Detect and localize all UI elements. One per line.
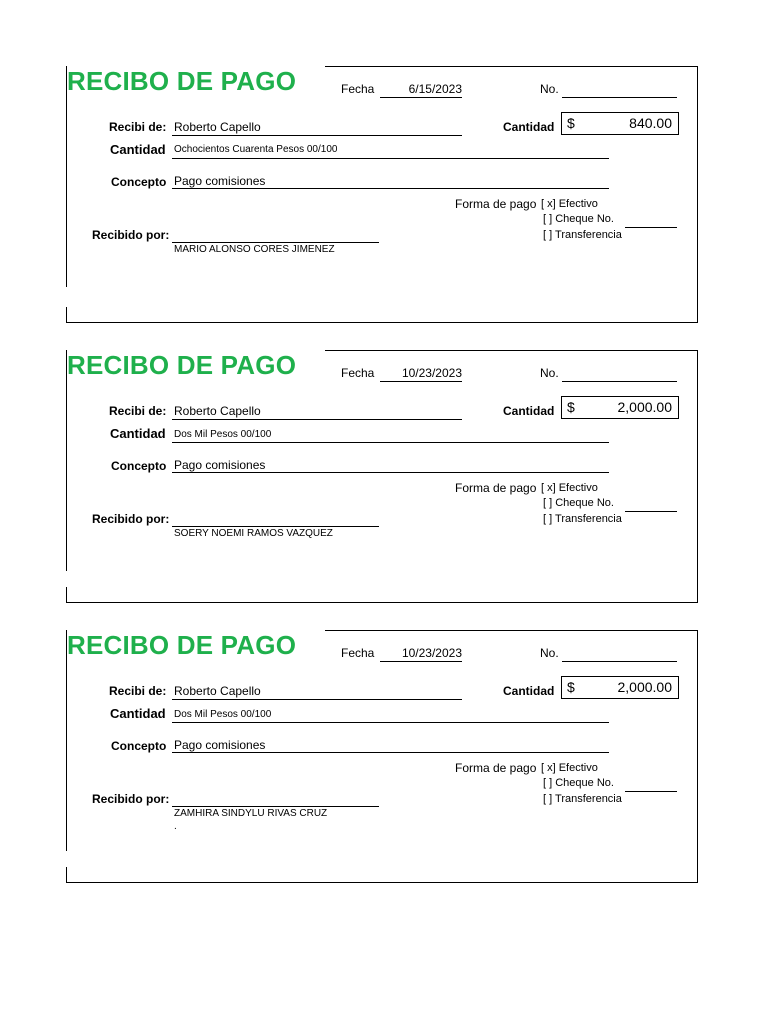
no-label: No. <box>540 366 559 380</box>
transferencia-option: [ ] Transferencia <box>543 229 622 241</box>
no-underline <box>562 97 677 98</box>
recibi-de-underline <box>172 419 462 420</box>
currency-symbol: $ <box>567 679 575 695</box>
border-left-stub <box>66 587 67 603</box>
amount-value: 840.00 <box>629 115 672 131</box>
cantidad-amount-label: Cantidad <box>503 684 555 698</box>
efectivo-option: [ x] Efectivo <box>541 482 598 494</box>
no-underline <box>562 381 677 382</box>
fecha-label: Fecha <box>341 646 375 660</box>
amount-box <box>561 676 679 699</box>
border-bottom <box>66 602 698 603</box>
amount-value: 2,000.00 <box>617 679 672 695</box>
transferencia-option: [ ] Transferencia <box>543 793 622 805</box>
cantidad-text-value: Dos Mil Pesos 00/100 <box>174 429 272 440</box>
currency-symbol: $ <box>567 115 575 131</box>
fecha-underline <box>380 97 462 98</box>
recibi-de-underline <box>172 135 462 136</box>
cantidad-label: Cantidad <box>110 426 166 441</box>
page-title: RECIBO DE PAGO <box>67 66 297 96</box>
cantidad-label: Cantidad <box>110 706 166 721</box>
border-top <box>325 66 698 67</box>
border-right <box>697 630 698 883</box>
recibido-por-value: MARIO ALONSO CORES JIMENEZ <box>174 244 335 255</box>
recibi-de-label: Recibi de: <box>109 120 167 134</box>
forma-de-pago-label: Forma de pago <box>455 481 537 495</box>
border-bottom <box>66 882 698 883</box>
recibi-de-label: Recibi de: <box>109 684 167 698</box>
fecha-value: 10/23/2023 <box>401 646 462 660</box>
page-title: RECIBO DE PAGO <box>67 630 297 660</box>
cantidad-text-value: Ochocientos Cuarenta Pesos 00/100 <box>174 144 338 155</box>
border-left-stub <box>66 307 67 323</box>
cheque-option: [ ] Cheque No. <box>543 213 614 225</box>
extra-mark: . <box>174 821 177 832</box>
transferencia-option: [ ] Transferencia <box>543 513 622 525</box>
concepto-label: Concepto <box>111 459 167 473</box>
border-top <box>325 630 698 631</box>
recibido-por-label: Recibido por: <box>92 228 170 242</box>
recibi-de-value: Roberto Capello <box>174 684 261 698</box>
fecha-underline <box>380 661 462 662</box>
concepto-label: Concepto <box>111 739 167 753</box>
recibido-por-value: ZAMHIRA SINDYLU RIVAS CRUZ <box>174 808 328 819</box>
border-left <box>66 66 67 287</box>
cantidad-underline <box>172 158 609 159</box>
efectivo-option: [ x] Efectivo <box>541 198 598 210</box>
cantidad-underline <box>172 442 609 443</box>
signature-line <box>172 242 379 243</box>
concepto-value: Pago comisiones <box>174 458 266 472</box>
concepto-label: Concepto <box>111 175 167 189</box>
concepto-underline <box>172 472 609 473</box>
fecha-label: Fecha <box>341 82 375 96</box>
efectivo-option: [ x] Efectivo <box>541 762 598 774</box>
page-title: RECIBO DE PAGO <box>67 350 297 380</box>
fecha-value: 6/15/2023 <box>408 82 462 96</box>
fecha-value: 10/23/2023 <box>401 366 462 380</box>
no-label: No. <box>540 646 559 660</box>
cantidad-text-value: Dos Mil Pesos 00/100 <box>174 709 272 720</box>
fecha-label: Fecha <box>341 366 375 380</box>
recibi-de-value: Roberto Capello <box>174 404 261 418</box>
concepto-underline <box>172 752 609 753</box>
currency-symbol: $ <box>567 399 575 415</box>
cheque-option: [ ] Cheque No. <box>543 497 614 509</box>
recibido-por-label: Recibido por: <box>92 512 170 526</box>
cantidad-label: Cantidad <box>110 142 166 157</box>
amount-box <box>561 112 679 135</box>
concepto-underline <box>172 188 609 189</box>
cheque-option: [ ] Cheque No. <box>543 777 614 789</box>
amount-box <box>561 396 679 419</box>
recibi-de-underline <box>172 699 462 700</box>
fecha-underline <box>380 381 462 382</box>
cheque-underline <box>625 791 677 792</box>
border-bottom <box>66 322 698 323</box>
recibido-por-value: SOERY NOEMI RAMOS VAZQUEZ <box>174 528 333 539</box>
amount-value: 2,000.00 <box>617 399 672 415</box>
no-label: No. <box>540 82 559 96</box>
cheque-underline <box>625 511 677 512</box>
no-underline <box>562 661 677 662</box>
forma-de-pago-label: Forma de pago <box>455 197 537 211</box>
receipt-1 <box>0 66 768 326</box>
cantidad-amount-label: Cantidad <box>503 404 555 418</box>
border-left-stub <box>66 867 67 883</box>
receipt-3 <box>0 630 768 890</box>
recibi-de-value: Roberto Capello <box>174 120 261 134</box>
cantidad-amount-label: Cantidad <box>503 120 555 134</box>
border-top <box>325 350 698 351</box>
border-right <box>697 66 698 323</box>
signature-line <box>172 806 379 807</box>
concepto-value: Pago comisiones <box>174 738 266 752</box>
signature-line <box>172 526 379 527</box>
forma-de-pago-label: Forma de pago <box>455 761 537 775</box>
cheque-underline <box>625 227 677 228</box>
concepto-value: Pago comisiones <box>174 174 266 188</box>
border-right <box>697 350 698 603</box>
recibi-de-label: Recibi de: <box>109 404 167 418</box>
recibido-por-label: Recibido por: <box>92 792 170 806</box>
cantidad-underline <box>172 722 609 723</box>
border-left <box>66 350 67 571</box>
border-left <box>66 630 67 851</box>
receipt-2 <box>0 350 768 610</box>
